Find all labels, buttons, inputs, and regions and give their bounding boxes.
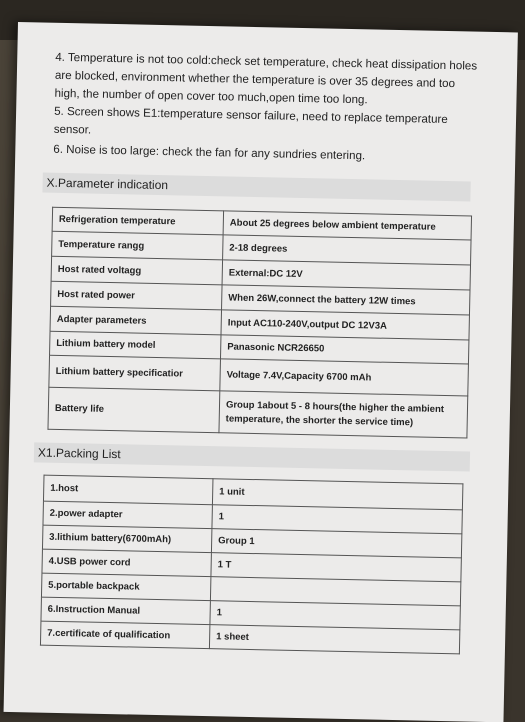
packing-qty: 1 sheet <box>209 625 459 654</box>
param-label: Refrigeration temperature <box>52 207 223 235</box>
packing-item: 3.lithium battery(6700mAh) <box>42 525 211 553</box>
param-value: Voltage 7.4V,Capacity 6700 mAh <box>220 359 469 396</box>
packing-table <box>40 475 463 655</box>
parameter-table <box>47 207 472 439</box>
packing-qty: Group 1 <box>211 529 461 558</box>
param-value: About 25 degrees below ambient temperature <box>223 211 471 240</box>
param-label: Host rated power <box>51 281 222 310</box>
param-value: When 26W,connect the battery 12W times <box>222 285 470 315</box>
param-value: External:DC 12V <box>222 260 470 290</box>
packing-qty: 1 <box>212 505 462 534</box>
param-label: Host rated voltagg <box>51 256 222 285</box>
packing-item: 6.Instruction Manual <box>41 597 210 625</box>
intro-line: 4. Temperature is not too cold:check set temperature, check heat dissipation holes <box>55 50 478 73</box>
packing-item: 5.portable backpack <box>41 573 210 601</box>
packing-section-title: X1.Packing List <box>34 442 470 471</box>
param-value: Panasonic NCR26650 <box>220 335 468 364</box>
packing-item: 4.USB power cord <box>42 549 211 577</box>
param-value: 2-18 degrees <box>223 235 471 265</box>
table-row <box>48 387 468 438</box>
packing-item: 1.host <box>43 475 213 505</box>
param-label: Battery life <box>48 387 220 433</box>
param-label: Lithium battery model <box>50 331 221 359</box>
packing-qty: 1 T <box>211 553 461 582</box>
param-label: Temperature rangg <box>52 231 223 260</box>
parameter-section-title: X.Parameter indication <box>42 173 470 202</box>
packing-qty: 1 <box>210 601 460 630</box>
intro-line: sensor. <box>53 122 92 137</box>
intro-line: high, the number of open cover too much,open time too long. <box>54 86 368 107</box>
intro-line: 5. Screen shows E1:temperature sensor failure, need to replace temperature <box>54 104 448 127</box>
intro-line: are blocked, environment whether the temperature is over 35 degrees and too <box>54 68 456 91</box>
packing-item: 2.power adapter <box>43 501 212 529</box>
param-value: Input AC110-240V,output DC 12V3A <box>221 310 469 340</box>
packing-item: 7.certificate of qualification <box>40 621 209 649</box>
packing-qty: 1 unit <box>212 479 462 510</box>
param-label: Adapter parameters <box>50 306 221 335</box>
intro-line: 6. Noise is too large: check the fan for any sundries entering. <box>53 142 366 163</box>
param-label: Lithium battery specificatior <box>49 355 221 391</box>
manual-page <box>4 22 518 722</box>
param-value: Group 1about 5 - 8 hours(the higher the ambient temperature, the shorter the service time) <box>219 391 468 438</box>
